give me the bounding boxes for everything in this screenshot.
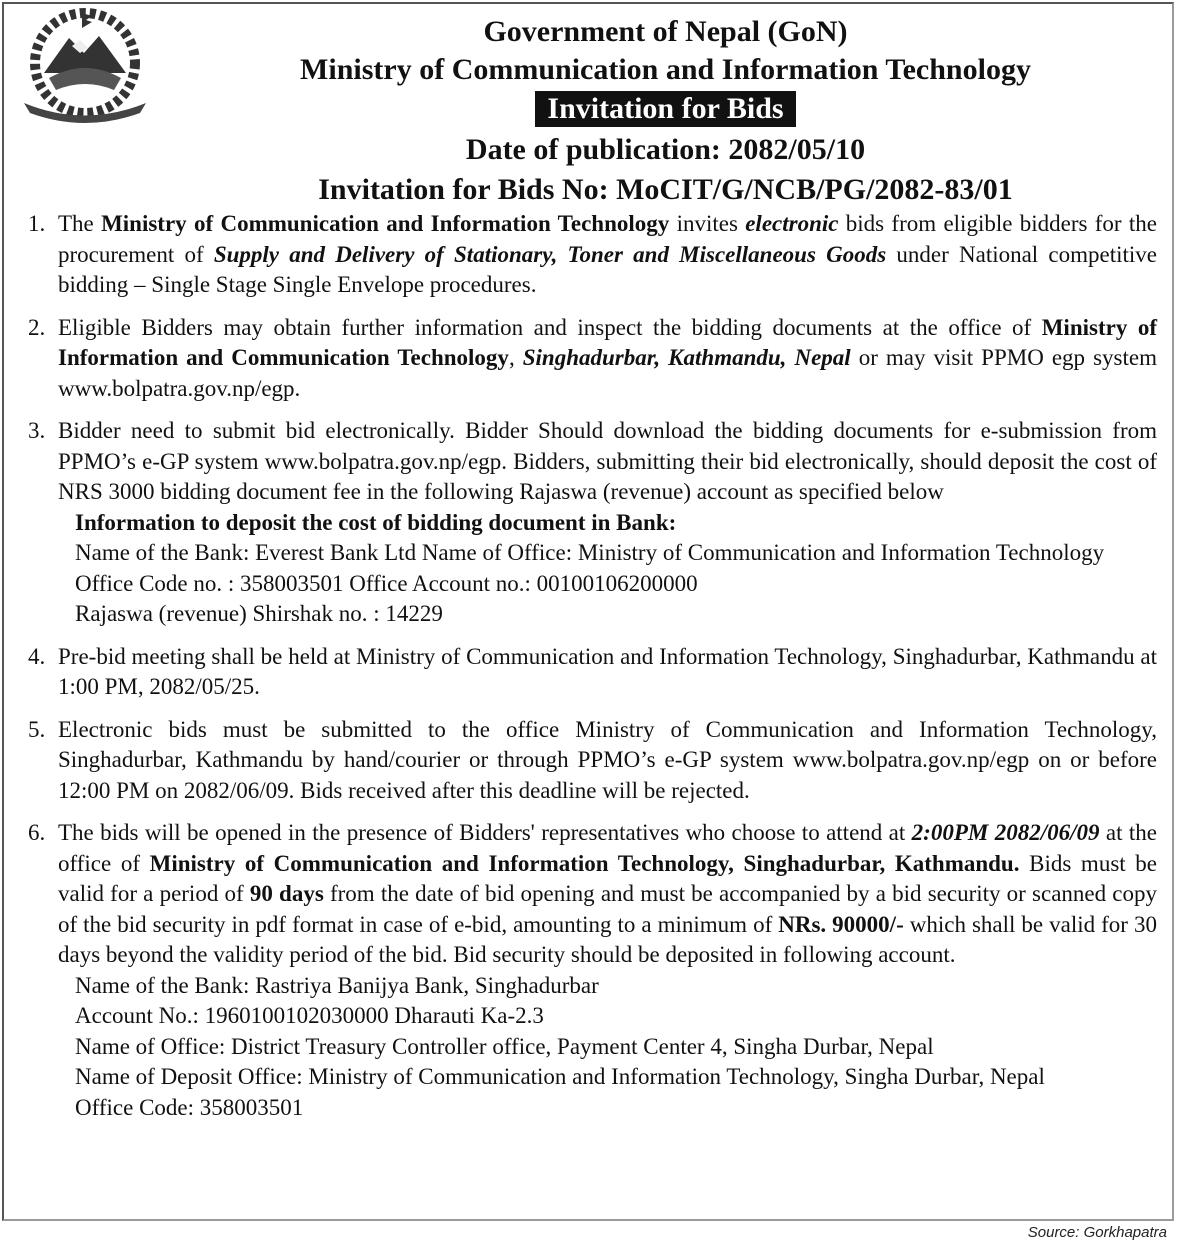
clause-text: 90 days [249, 881, 324, 906]
account-detail-line: Information to deposit the cost of bidding document in Bank: [75, 509, 677, 535]
clause-text: The bids will be opened in the presence of Bidders' representatives who choose to attend at [58, 820, 912, 845]
clause-text: Ministry of Information and Communication Technology [58, 314, 1157, 370]
numbered-clause [28, 416, 1157, 630]
clause-text: bids from eligible bidders for the procurement of [58, 211, 1157, 267]
account-detail-line: Office Code no. : 358003501 Office Account no.: 00100106200000 [75, 570, 698, 596]
nepal-emblem-icon [14, 8, 156, 123]
clause-text: The [58, 211, 102, 236]
clause-text: at the office of [58, 820, 1157, 876]
account-detail-line: Rajaswa (revenue) Shirshak no. : 14229 [75, 601, 443, 626]
clause-text: or may visit PPMO egp system www.bolpatra.gov.np/egp. [58, 345, 1157, 401]
clause-text: Supply and Delivery of Stationary, Toner and Miscellaneous Goods [213, 241, 887, 267]
clause-text: Bids must be valid for a period of [58, 850, 1158, 906]
account-detail-line: Name of the Bank: Rastriya Banijya Bank, Singhadurbar [75, 972, 599, 998]
clause-text: Ministry of Communication and Information Technology [101, 211, 670, 236]
clause-text: Electronic bids must be submitted to the office Ministry of Communication and Information Technology, Singhadurbar, Kathmandu by hand/courier or through PPMO’s e-GP system www.bolpatra.gov.np/egp on or before 12:00 PM on 2082/06/09. Bids received after this deadline will be rejected. [58, 716, 1157, 803]
clause-number: 1. [28, 211, 46, 236]
clause-text: Singhadurbar, Kathmandu, Nepal [522, 345, 851, 370]
numbered-clause [28, 642, 1157, 703]
clause-text: Bidder need to submit bid electronically. Bidder Should download the bidding documents for e-submission from PPMO’s e-GP system www.bolpatra.gov.np/egp. Bidders, submitting their bid electronically, should deposit the cost of NRS 3000 bidding document fee in the following Rajaswa (revenue) account as specified below [58, 418, 1157, 504]
clause-text: Pre-bid meeting shall be held at Ministry of Communication and Information Technology, Singhadurbar, Kathmandu at 1:00 PM, 2082/05/25. [58, 643, 1157, 699]
clause-number: 4. [28, 643, 46, 669]
invitation-badge: Invitation for Bids [535, 91, 795, 127]
clause-number: 5. [28, 716, 46, 742]
numbered-clause [28, 818, 1157, 1123]
clause-text: , [508, 345, 523, 370]
clause-text: 2:00PM 2082/06/09 [911, 820, 1100, 845]
clause-text: Ministry of Communication and Information Technology, Singhadurbar, Kathmandu. [149, 850, 1020, 876]
clause-text: which shall be valid for 30 days beyond the validity period of the bid. Bid security should be deposited in following account. [58, 911, 1157, 967]
notice-body [28, 209, 1157, 1135]
clause-number: 6. [28, 820, 46, 845]
numbered-clause [28, 313, 1157, 405]
clause-number: 3. [28, 418, 46, 443]
account-detail-line: Name of Office: District Treasury Controller office, Payment Center 4, Singha Durbar, Nepal [75, 1033, 934, 1059]
publication-date: Date of publication: 2082/05/10 [465, 133, 866, 166]
ministry-title: Ministry of Communication and Information Technology [300, 53, 1031, 86]
numbered-clause [28, 715, 1157, 807]
clause-text: Eligible Bidders may obtain further information and inspect the bidding documents at the office of [58, 314, 1042, 340]
account-detail-line: Office Code: 358003501 [75, 1094, 304, 1120]
clause-text: NRs. 90000/- [778, 911, 904, 937]
numbered-clause [28, 209, 1157, 301]
government-title: Government of Nepal (GoN) [483, 15, 848, 48]
account-detail-line: Name of Deposit Office: Ministry of Communication and Information Technology, Singha Durbar, Nepal [75, 1064, 1045, 1089]
clause-text: under National competitive bidding – Single Stage Single Envelope procedures. [58, 241, 1157, 297]
account-detail-line: Account No.: 1960100102030000 Dharauti Ka-2.3 [75, 1003, 544, 1028]
account-detail-line: Name of the Bank: Everest Bank Ltd Name of Office: Ministry of Communication and Information Technology [75, 540, 1105, 565]
clause-number: 2. [28, 314, 46, 340]
clause-text: electronic [745, 211, 839, 236]
ifb-number: Invitation for Bids No: MoCIT/G/NCB/PG/2082-83/01 [318, 173, 1013, 206]
source-credit: Source: Gorkhapatra [1027, 1224, 1167, 1241]
clause-text: invites [669, 211, 746, 236]
clause-text: from the date of bid opening and must be accompanied by a bid security or scanned copy of the bid security in pdf format in case of e-bid, amounting to a minimum of [58, 881, 1157, 937]
